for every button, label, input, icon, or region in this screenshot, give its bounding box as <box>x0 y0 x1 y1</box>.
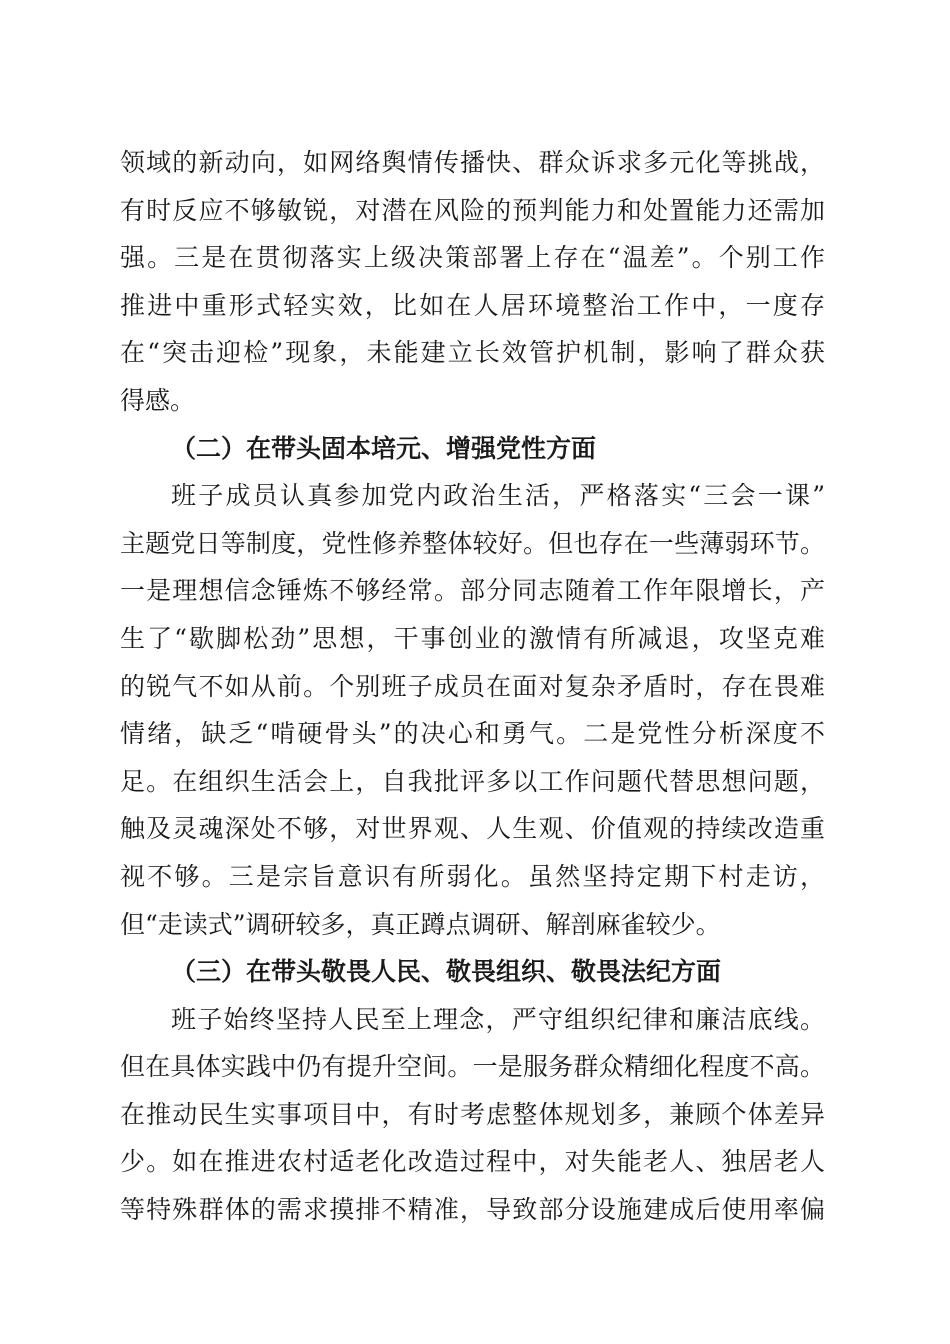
body-text-line: 触及灵魂深处不够，对世界观、人生观、价值观的持续改造重 <box>120 814 825 844</box>
paragraph-first-line: 班子始终坚持人民至上理念，严守组织纪律和廉洁底线。 <box>171 1004 825 1034</box>
document-page <box>120 139 825 1234</box>
body-text-line: 情绪，缺乏“啃硬骨头”的决心和勇气。二是党性分析深度不 <box>120 719 825 749</box>
section-heading-3: （三）在带头敬畏人民、敬畏组织、敬畏法纪方面 <box>171 957 722 987</box>
body-text-line: 视不够。三是宗旨意识有所弱化。虽然坚持定期下村走访， <box>120 861 825 891</box>
body-text-line: 但在具体实践中仍有提升空间。一是服务群众精细化程度不高。 <box>120 1052 825 1082</box>
body-text-line: 领域的新动向，如网络舆情传播快、群众诉求多元化等挑战， <box>120 148 825 177</box>
body-text-line: 推进中重形式轻实效，比如在人居环境整治工作中，一度存 <box>120 290 825 320</box>
body-text-line: 但“走读式”调研较多，真正蹲点调研、解剖麻雀较少。 <box>120 909 721 939</box>
body-text-line: 在“突击迎检”现象，未能建立长效管护机制，影响了群众获 <box>120 338 825 368</box>
paragraph-first-line: 班子成员认真参加党内政治生活，严格落实“三会一课” <box>171 481 825 511</box>
body-text-line: 得感。 <box>120 385 196 415</box>
body-text-line: 生了“歇脚松劲”思想，干事创业的激情有所减退，攻坚克难 <box>120 623 825 653</box>
body-text-line: 有时反应不够敏锐，对潜在风险的预判能力和处置能力还需加 <box>120 195 825 225</box>
section-heading-2: （二）在带头固本培元、增强党性方面 <box>171 433 597 463</box>
body-text-line: 的锐气不如从前。个别班子成员在面对复杂矛盾时，存在畏难 <box>120 671 825 701</box>
body-text-line: 等特殊群体的需求摸排不精准，导致部分设施建成后使用率偏 <box>120 1195 825 1225</box>
body-text-line: 少。如在推进农村适老化改造过程中，对失能老人、独居老人 <box>120 1147 825 1177</box>
body-text-line: 一是理想信念锤炼不够经常。部分同志随着工作年限增长，产 <box>120 576 825 606</box>
body-text-line: 主题党日等制度，党性修养整体较好。但也存在一些薄弱环节。 <box>120 528 825 558</box>
body-text-line: 足。在组织生活会上，自我批评多以工作问题代替思想问题， <box>120 766 825 796</box>
body-text-line: 强。三是在贯彻落实上级决策部署上存在“温差”。个别工作 <box>120 243 825 273</box>
body-text-line: 在推动民生实事项目中，有时考虑整体规划多，兼顾个体差异 <box>120 1099 825 1129</box>
